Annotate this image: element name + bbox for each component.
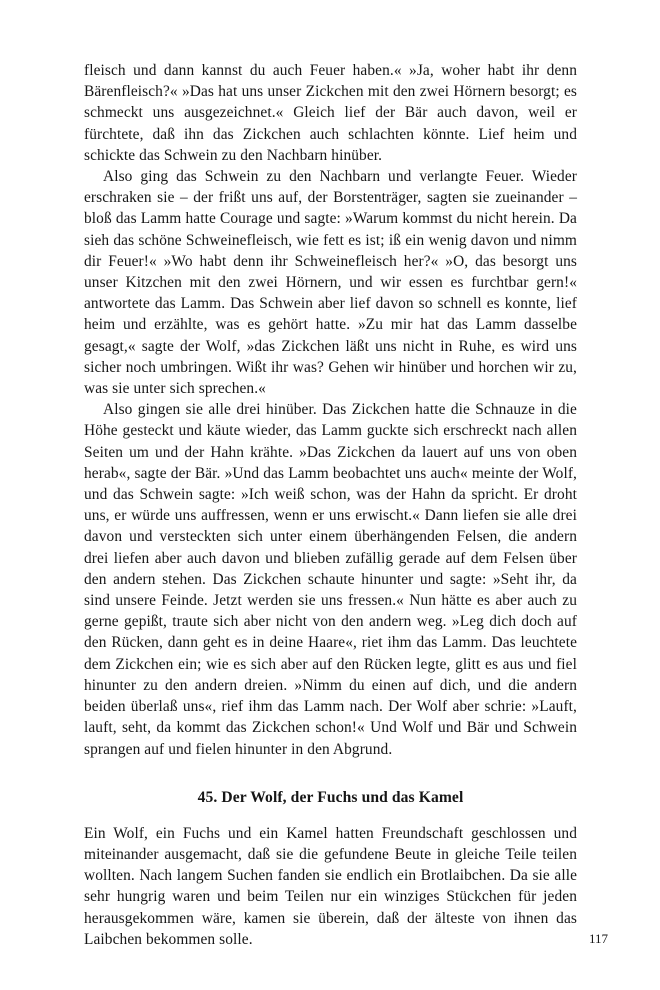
paragraph-schwein: Also ging das Schwein zu den Nachbarn und verlangte Feuer. Wieder erschraken sie – der frißt uns auf, der Borstenträger, sagten sie zueinander – bloß das Lamm hatte Courage und sagte: »Warum kommst du nicht herein. Da sieh das schöne Schweinefleisch, wie fett es ist; iß ein wenig davon und nimm dir Feuer!« »Wo habt denn ihr Schweinefleisch her?« »O, das besorgt uns unser Kitzchen mit den zwei Hörnern, und wir essen es furchtbar gern!« antwortete das Lamm. Das Schwein aber lief davon so schnell es konnte, lief heim und erzählte, was es gehört hatte. »Zu mir hat das Lamm dasselbe gesagt,« sagte der Wolf, »das Zickchen läßt uns nicht in Ruhe, es wird uns sicher noch umbringen. Wißt ihr was? Gehen wir hinüber und horchen wir zu, was sie unter sich sprechen.« <box>84 168 577 398</box>
paragraph-continuation: fleisch und dann kannst du auch Feuer haben.« »Ja, woher habt ihr denn Bärenfleisch?« »Das hat uns unser Zickchen mit den zwei Hörnern besorgt; es schmeckt uns ausgezeichnet.« Gleich lief der Bär auch davon, weil er fürchtete, daß ihn das Zickchen auch schlachten könnte. Lief heim und schickte das Schwein zu den Nachbarn hinüber. <box>84 62 577 164</box>
story-heading: 45. Der Wolf, der Fuchs und das Kamel <box>197 788 464 806</box>
page-number: 117 <box>588 931 608 946</box>
paragraph-drei-hinueber: Also gingen sie alle drei hinüber. Das Zickchen hatte die Schnauze in die Höhe gesteckt und käute wieder, das Lamm guckte sich erschreckt nach allen Seiten um und der Hahn krähte. »Das Zickchen da lauert auf uns von oben herab«, sagte der Bär. »Und das Lamm beobachtet uns auch« meinte der Wolf, und das Schwein sagte: »Ich weiß schon, was der Hahn da spricht. Er droht uns, er würde uns auffressen, wenn er uns erwischt.« Dann liefen sie alle drei davon und versteckten sich unter einem überhängenden Felsen, die andern drei liefen aber auch davon und blieben zufällig gerade auf dem Felsen über den andern stehen. Das Zickchen schaute hinunter und sagte: »Seht ihr, da sind unsere Feinde. Jetzt werden sie uns fressen.« Nun hätte es aber auch zu gerne gepißt, traute sich aber nicht von den andern weg. »Leg dich doch auf den Rücken, dann geht es in deine Haare«, riet ihm das Lamm. Das leuchtete dem Zickchen ein; wie es sich aber auf den Rücken legte, glitt es aus und fiel hinunter zu den andern dreien. »Nimm du einen auf dich, und die andern beiden überlaß uns«, rief ihm das Lamm nach. Der Wolf aber schrie: »Lauft, lauft, seht, da kommt das Zickchen schon!« Und Wolf und Bär und Schwein sprangen auf und fielen hinunter in den Abgrund. <box>84 401 577 758</box>
paragraph-wolf-fuchs-kamel: Ein Wolf, ein Fuchs und ein Kamel hatten Freundschaft geschlossen und miteinander ausgemacht, daß sie die gefundene Beute in gleiche Teile teilen wollten. Nach langem Suchen fanden sie endlich ein Brotlaibchen. Da sie alle sehr hungrig waren und beim Teilen nur ein winziges Stückchen für jeden herausgekommen wäre, kamen sie überein, daß der älteste von ihnen das Laibchen bekommen solle. <box>84 824 577 948</box>
text-column <box>84 60 577 950</box>
